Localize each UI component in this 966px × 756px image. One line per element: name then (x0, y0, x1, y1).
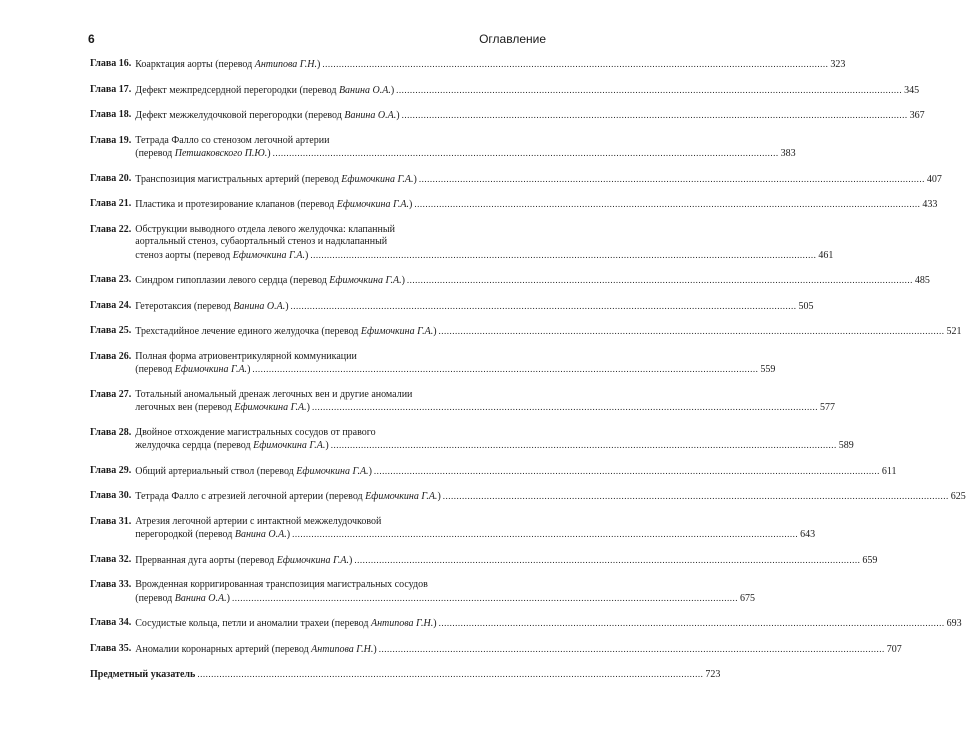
dot-leader (439, 617, 945, 630)
dot-leader (379, 643, 885, 656)
chapter-title-text: Синдром гипоплазии левого сердца (перевод (135, 275, 330, 286)
page-ref: 625 (950, 491, 966, 502)
chapter-label: Глава 18. (90, 109, 132, 120)
chapter-title-text: Общий артериальный ствол (перевод (135, 465, 297, 477)
closing-paren: ) (413, 173, 417, 185)
chapter-title-text: перегородкой (перевод (135, 529, 235, 540)
chapter-title-text: Аномалии коронарных артерий (перевод (135, 643, 312, 655)
chapter-title-text: Коарктация аорты (перевод (135, 59, 255, 70)
chapter-title-text: Тетрада Фалло с атрезией легочной артерии (перевод (135, 491, 366, 502)
chapter-title-text: Пластика и протезирование клапанов (перевод (135, 199, 337, 210)
translator-name: Ванина О.А. (174, 592, 227, 604)
chapter-label: Глава 34. (90, 617, 132, 628)
closing-paren: ) (409, 199, 413, 210)
toc-line (135, 465, 897, 479)
toc-line (135, 135, 534, 148)
translator-name: Ванина О.А. (233, 300, 286, 312)
page-ref: 707 (886, 643, 902, 655)
page-ref: 433 (922, 199, 938, 210)
translator-name: Антипова Г.Н. (311, 643, 374, 655)
dot-leader (414, 198, 920, 211)
closing-paren: ) (285, 300, 289, 312)
toc-line (135, 592, 755, 606)
chapter-title-text: Гетеротаксия (перевод (135, 300, 234, 312)
toc-line (135, 554, 878, 568)
chapter-title-text: Обструкции выводного отдела левого желудочка: клапанный (135, 223, 395, 235)
chapter-label: Глава 30. (90, 490, 132, 501)
page-ref: 383 (780, 148, 796, 159)
chapter-label: Глава 22. (90, 223, 132, 235)
chapter-label: Глава 19. (90, 134, 132, 146)
chapter-label: Глава 33. (90, 579, 132, 590)
toc-line (135, 249, 834, 263)
toc-line (135, 439, 854, 453)
translator-name: Ванина О.А. (234, 529, 287, 540)
dot-leader (402, 109, 908, 122)
toc-line (135, 617, 962, 631)
toc-line (135, 401, 835, 415)
dot-leader (310, 249, 816, 262)
chapter-title-text: легочных вен (перевод (135, 402, 235, 413)
toc-entry (90, 464, 897, 479)
closing-paren: ) (437, 491, 441, 502)
toc-entry (90, 223, 834, 263)
dot-leader (232, 592, 738, 605)
closing-paren: ) (305, 249, 309, 261)
dot-leader (273, 147, 779, 160)
section-title: Оглавление (479, 32, 546, 46)
toc-entry (90, 58, 846, 72)
dot-leader (374, 465, 880, 478)
dot-leader (407, 274, 913, 287)
chapter-title-text: Трехстадийное лечение единого желудочка (перевод (135, 326, 361, 337)
chapter-label: Глава 16. (90, 58, 132, 69)
chapter-title-text: желудочка сердца (перевод (135, 440, 254, 451)
toc-entry (90, 109, 925, 123)
closing-paren: ) (349, 554, 353, 566)
chapter-label: Глава 24. (90, 299, 132, 311)
toc-line (135, 198, 938, 212)
page-ref: 323 (830, 59, 846, 70)
toc-entry (90, 299, 814, 314)
translator-name: Ефимочкина Г.А. (232, 249, 306, 261)
page-ref: 559 (760, 364, 776, 375)
subject-index-label: Предметный указатель (90, 669, 196, 680)
translator-name: Ефимочкина Г.А. (234, 402, 307, 413)
chapter-label: Глава 28. (90, 426, 132, 438)
toc-entry (90, 515, 816, 542)
dot-leader (312, 401, 818, 414)
chapter-label: Глава 27. (90, 388, 132, 400)
closing-paren: ) (286, 529, 291, 540)
toc-line (135, 516, 534, 529)
toc-line (135, 325, 962, 339)
translator-name: Ефимочкина Г.А. (341, 173, 414, 185)
chapter-title-text: Двойное отхождение магистральных сосудов от правого (135, 426, 376, 438)
closing-paren: ) (368, 465, 372, 477)
translator-name: Ефимочкина Г.А. (365, 491, 438, 502)
closing-paren: ) (373, 643, 377, 655)
subject-index-entry (90, 668, 721, 682)
toc-line (135, 173, 942, 187)
table-of-contents (90, 58, 966, 694)
toc-line (135, 58, 846, 72)
chapter-title-text: Сосудистые кольца, петли и аномалии трахеи (перевод (135, 618, 371, 629)
page-ref: 461 (818, 249, 834, 261)
page-ref: 485 (914, 275, 930, 286)
dot-leader (197, 668, 703, 681)
chapter-title-text: стеноз аорты (перевод (135, 249, 233, 261)
chapter-label: Глава 26. (90, 350, 132, 362)
closing-paren: ) (325, 440, 329, 451)
toc-line (135, 109, 925, 123)
dot-leader (292, 528, 798, 541)
toc-line (135, 427, 534, 440)
translator-name: Ефимочкина Г.А. (253, 440, 326, 451)
book-page (14, 6, 966, 744)
chapter-label: Глава 20. (90, 172, 132, 184)
closing-paren: ) (396, 110, 400, 121)
toc-line (135, 579, 534, 592)
toc-line (135, 490, 966, 504)
dot-leader (443, 490, 949, 503)
page-ref: 723 (705, 669, 721, 680)
chapter-title-text: (перевод (135, 364, 175, 375)
toc-line (135, 363, 776, 377)
toc-line (135, 84, 920, 98)
toc-entry (90, 579, 755, 605)
closing-paren: ) (401, 275, 405, 286)
chapter-label: Глава 32. (90, 553, 132, 565)
page-number: 6 (88, 32, 95, 46)
dot-leader (396, 84, 902, 97)
toc-entry (90, 553, 878, 568)
dot-leader (322, 58, 828, 71)
page-ref: 407 (926, 173, 942, 185)
chapter-title-text: Дефект межпредсердной перегородки (перевод (135, 84, 339, 96)
chapter-title-text: Тотальный аномальный дренаж легочных вен и другие аномалии (135, 388, 413, 400)
page-ref: 693 (946, 618, 962, 629)
toc-entry (90, 490, 966, 504)
translator-name: Ванина О.А. (338, 84, 391, 96)
closing-paren: ) (306, 402, 310, 413)
translator-name: Ефимочкина Г.А. (360, 326, 434, 337)
toc-line (135, 236, 534, 249)
toc-entry (90, 172, 942, 187)
toc-line (135, 528, 816, 542)
toc-entry (90, 325, 962, 339)
toc-entry (90, 426, 854, 453)
closing-paren: ) (247, 364, 251, 375)
translator-name: Ефимочкина Г.А. (296, 465, 369, 477)
page-ref: 611 (881, 465, 897, 477)
chapter-title-text: Тетрада Фалло со стенозом легочной артерии (135, 134, 330, 146)
page-ref: 589 (838, 440, 854, 451)
chapter-title-text: Транспозиция магистральных артерий (перевод (135, 173, 342, 185)
translator-name: Ефимочкина Г.А. (276, 554, 350, 566)
dot-leader (354, 554, 860, 567)
chapter-title-text: Врожденная корригированная транспозиция магистральных сосудов (135, 579, 428, 590)
translator-name: Антипова Г.Н. (370, 618, 434, 629)
closing-paren: ) (226, 592, 230, 604)
toc-line (135, 147, 796, 161)
closing-paren: ) (433, 618, 437, 629)
toc-entry (90, 198, 938, 212)
toc-entry (90, 83, 920, 98)
chapter-label: Глава 23. (90, 274, 132, 285)
toc-line (135, 351, 534, 364)
page-ref: 367 (909, 110, 925, 121)
dot-leader (291, 300, 797, 313)
toc-entry (90, 134, 796, 161)
page-ref: 659 (862, 554, 878, 566)
closing-paren: ) (390, 84, 395, 96)
page-header (14, 6, 586, 46)
toc-line (135, 643, 902, 657)
chapter-title-text: (перевод (135, 592, 175, 604)
chapter-label: Глава 35. (90, 642, 132, 654)
chapter-label: Глава 25. (90, 325, 132, 336)
toc-entry (90, 274, 930, 288)
chapter-title-text: Прерванная дуга аорты (перевод (135, 554, 277, 566)
chapter-title-text: Дефект межжелудочковой перегородки (перевод (135, 110, 345, 121)
chapter-title-text: аортальный стеноз, субаортальный стеноз и надклапанный (135, 236, 388, 247)
toc-line (135, 300, 814, 314)
chapter-label: Глава 21. (90, 198, 132, 209)
dot-leader (419, 173, 925, 186)
translator-name: Ефимочкина Г.А. (174, 364, 248, 375)
chapter-title-text: Полная форма атриовентрикулярной коммуникации (135, 350, 357, 362)
closing-paren: ) (316, 59, 321, 70)
chapter-label: Глава 31. (90, 515, 132, 527)
page-ref: 675 (739, 592, 755, 604)
toc-line (135, 274, 930, 288)
chapter-label: Глава 17. (90, 83, 132, 95)
toc-entry (90, 350, 776, 377)
dot-leader (439, 325, 945, 338)
toc-line (135, 389, 534, 402)
translator-name: Ефимочкина Г.А. (336, 199, 410, 210)
closing-paren: ) (267, 148, 271, 159)
chapter-label: Глава 29. (90, 464, 132, 476)
toc-line (135, 224, 534, 237)
closing-paren: ) (433, 326, 437, 337)
page-ref: 345 (904, 84, 920, 96)
dot-leader (331, 439, 837, 452)
toc-entry (90, 617, 962, 631)
page-ref: 643 (800, 529, 816, 540)
chapter-title-text: Атрезия легочной артерии с интактной межжелудочковой (135, 515, 382, 527)
translator-name: Петшаковского П.Ю. (174, 148, 268, 159)
page-ref: 577 (819, 402, 835, 413)
page-ref: 505 (798, 300, 814, 312)
translator-name: Антипова Г.Н. (254, 59, 317, 70)
page-ref: 521 (946, 326, 962, 337)
toc-entry (90, 388, 835, 415)
chapter-title-text: (перевод (135, 148, 175, 159)
toc-entry (90, 642, 902, 657)
dot-leader (252, 363, 758, 376)
translator-name: Ефимочкина Г.А. (329, 275, 402, 286)
translator-name: Ванина О.А. (344, 110, 397, 121)
